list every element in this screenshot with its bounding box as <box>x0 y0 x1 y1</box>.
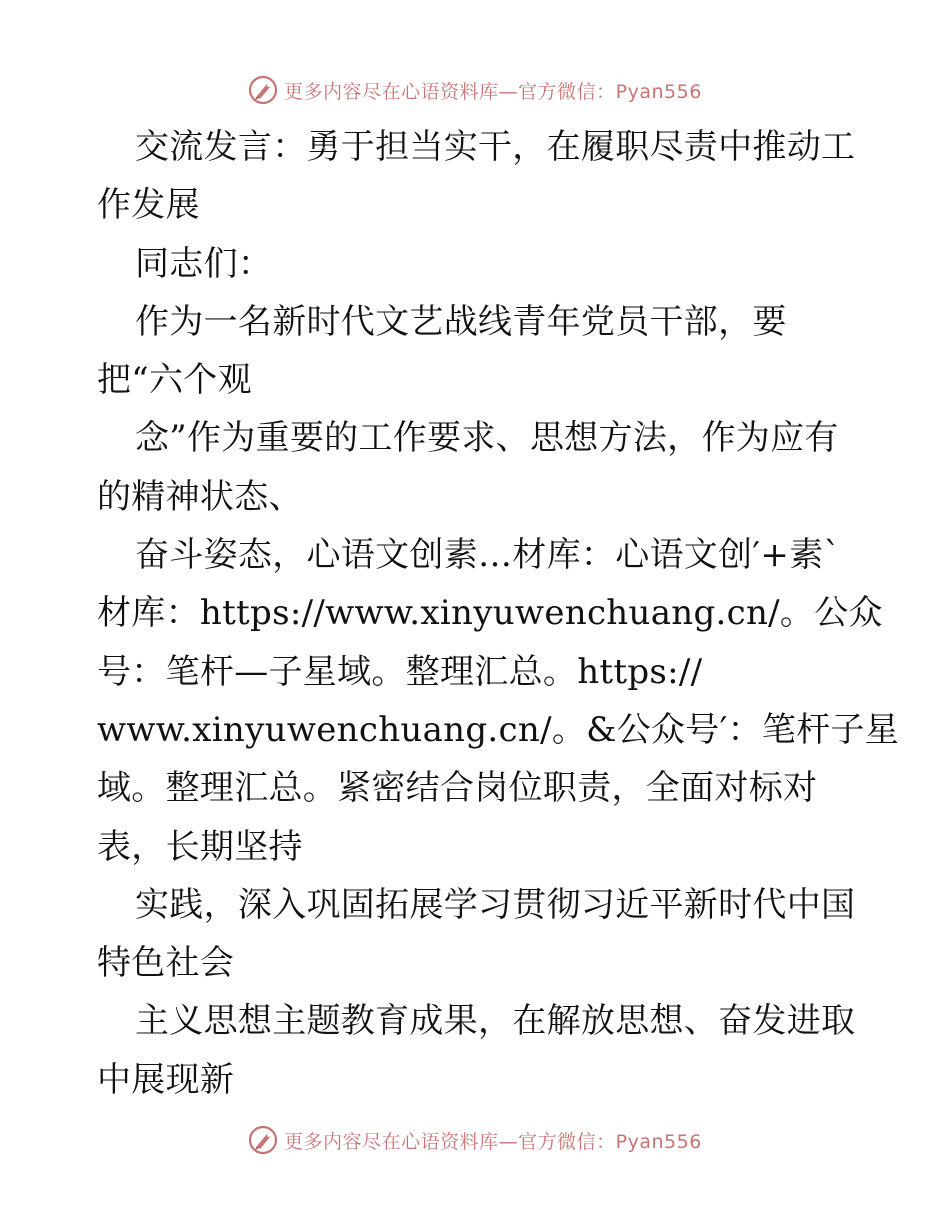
footer-banner-text: 更多内容尽在心语资料库—官方微信：Pyan556 <box>284 1130 702 1153</box>
doc-line-12: 表，长期坚持 <box>97 826 303 867</box>
doc-line-8: 材库：https://www.xinyuwenchuang.cn/。公众 <box>97 593 883 634</box>
doc-line-title-2: 作发展 <box>97 185 200 226</box>
header-watermark-banner <box>0 70 950 110</box>
doc-line-6: 的精神状态、 <box>97 476 303 517</box>
doc-line-4: 把“六个观 <box>97 360 252 401</box>
doc-line-title-1: 交流发言：勇于担当实干，在履职尽责中推动工 <box>135 127 856 167</box>
doc-line-3: 作为一名新时代文艺战线青年党员干部，要 <box>135 301 787 342</box>
doc-line-10: www.xinyuwenchuang.cn/。&公众号′：笔杆子星 <box>97 709 900 750</box>
footer-watermark-banner <box>0 1120 950 1160</box>
fountain-pen-logo-icon <box>248 75 278 105</box>
doc-line-salutation: 同志们： <box>135 243 273 284</box>
header-banner-text: 更多内容尽在心语资料库—官方微信：Pyan556 <box>284 80 702 103</box>
doc-line-5: 念”作为重要的工作要求、思想方法，作为应有 <box>135 418 839 459</box>
doc-line-9: 号：笔杆—子星域。整理汇总。https:// <box>97 651 703 692</box>
doc-line-11: 域。整理汇总。紧密结合岗位职责，全面对标对 <box>97 768 818 809</box>
doc-line-16: 中展现新 <box>97 1059 235 1100</box>
document-body <box>97 118 900 1109</box>
doc-line-13: 实践，深入巩固拓展学习贯彻习近平新时代中国 <box>135 884 856 925</box>
doc-line-14: 特色社会 <box>97 943 235 984</box>
doc-line-7: 奋斗姿态，心语文创素…材库：心语文创′+素` <box>135 535 841 576</box>
doc-line-15: 主义思想主题教育成果，在解放思想、奋发进取 <box>135 1001 856 1042</box>
fountain-pen-logo-icon <box>248 1125 278 1155</box>
